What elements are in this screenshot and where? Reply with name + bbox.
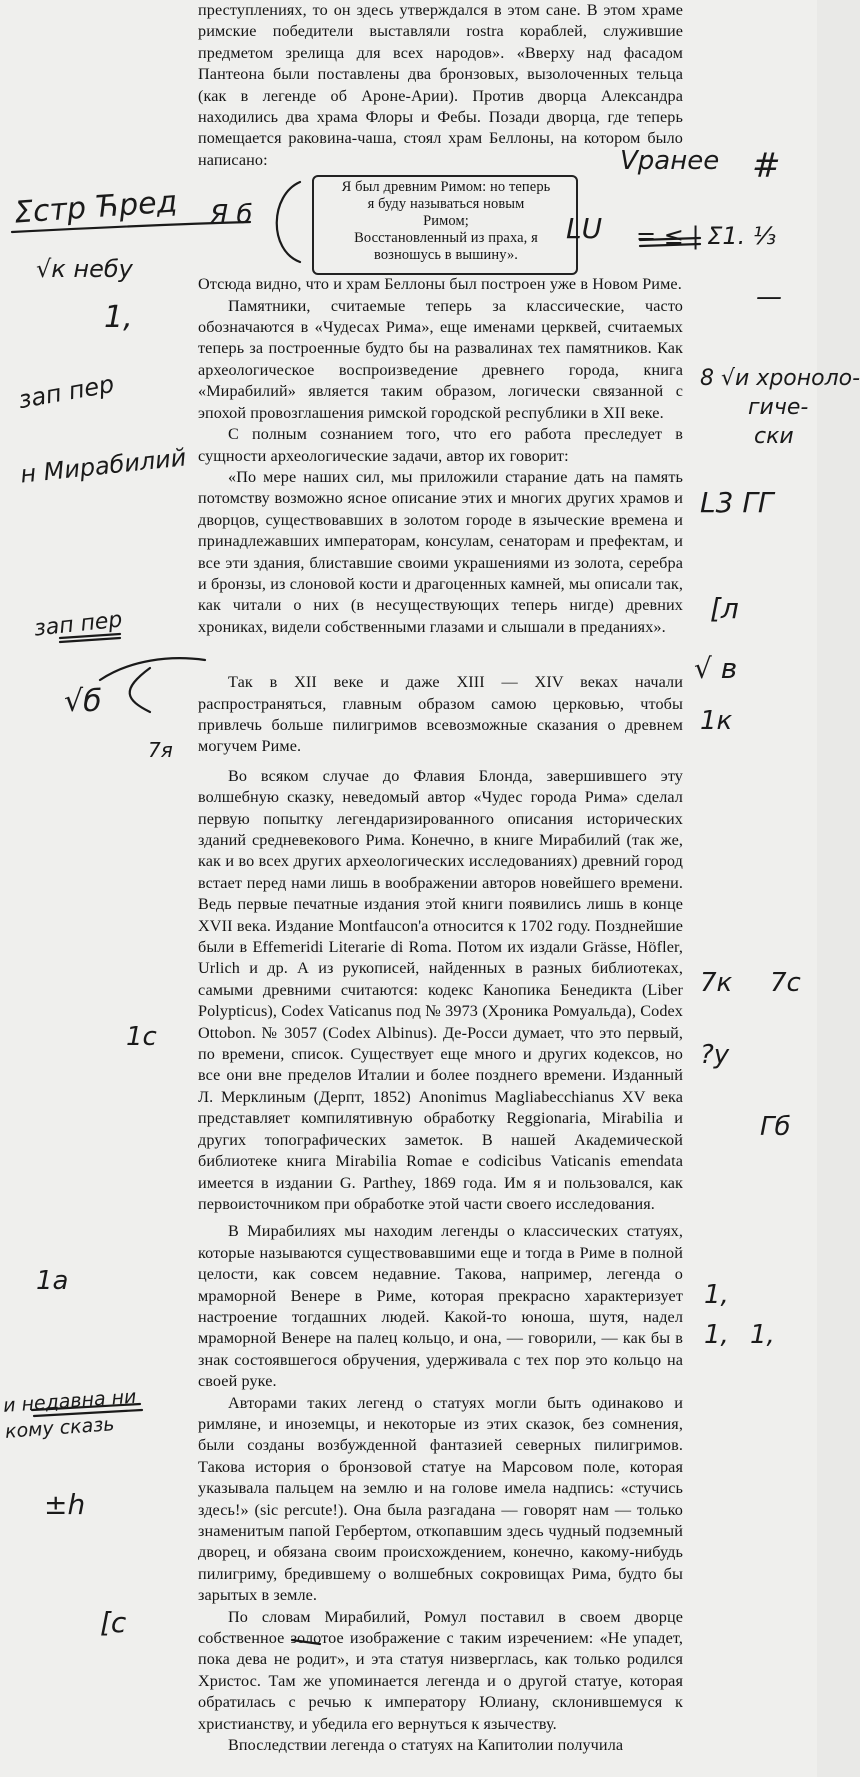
margin-note: 1к xyxy=(700,706,733,736)
paragraph: Авторами таких легенд о статуях могли быть одинаково и римляне, и иноземцы, и некоторые из этих сказок, без сомнения, были созданы возбужденной фантазией северных пилигримов. Такова история о бронзовой статуе на Марсовом поле, которая указывала пальцем на землю и на голове имела надпись: «стучись здесь!» (sic percute!). Она была разгадана — говорят нам — только знаменитым папой Гербертом, откопавшим здесь чудный подземный дворец, и обязана своим происхождением, конечно, какому-нибудь пилигриму, бредившему о волшебных сокровищах Рима, будто бы зарытых в земле. xyxy=(198,1393,683,1605)
paragraph: преступлениях, то он здесь утверждался в этом сане. В этом храме римские победители выставляли rostra кораблей, служившие предметом зрелища для всех народов». «Вверху над фасадом Пантеона были поставлены два бронзовых, вызолоченных тельца (как в легенде об Ароне-Арии). Против дворца Александра находились два храма Флоры и Фебы. Позади дворца, где теперь помещается раковина-чаша, стоял храм Беллоны, на котором было написано: xyxy=(198,1,683,169)
margin-note: Я б xyxy=(210,200,253,230)
margin-note: 7к xyxy=(700,968,733,998)
margin-note: √к небу xyxy=(36,255,133,283)
paragraph: С полным сознанием того, что его работа преследует в сущности археологические задачи, автор их говорит: xyxy=(198,425,683,465)
margin-note: 8 √и хроноло- xyxy=(700,366,860,391)
margin-note: 1, xyxy=(104,300,133,335)
handwritten-bracket xyxy=(312,175,578,275)
body-text xyxy=(198,0,683,1756)
margin-note: Γб xyxy=(760,1112,791,1142)
margin-note: [л xyxy=(710,592,739,625)
paragraph: Отсюда видно, что и храм Беллоны был построен уже в Новом Риме. xyxy=(198,275,682,294)
paragraph: «По мере наших сил, мы приложили старание дать на память потомству возможно ясное описание этих и многих других храмов и дворцов, существовавших в золотом городе в языческие времена и принадлежавших императорам, консулам, сенаторам и префектам, и все эти здания, блиставшие своими украшениями из золота, серебра и бронзы, из слоновой кости и драгоценных камней, мы описали так, как читали о них (в несуществующих теперь нигде) древних хрониках, видели собственными глазами и слышали в преданиях». xyxy=(198,467,683,636)
margin-note: L3 ГГ xyxy=(700,486,774,519)
margin-note: ?у xyxy=(700,1040,730,1070)
poem-line: я буду называться новым xyxy=(367,196,525,213)
poem-line: Восстановленный из праха, я xyxy=(354,230,538,247)
inscription-poem xyxy=(326,179,566,264)
paragraph: В Мирабилиях мы находим легенды о классических статуях, которые называются существовавшими еще и тогда в Риме в полной целости, как совсем недавние. Такова, например, легенда о мраморной Венере в Риме, которая прекрасно характеризует настроение тогдашних людей. Какой-то юноша, шутя, надел мраморной Венере на палец кольцо, и она, — говорили, — как бы в знак состоявшегося обручения, удерживала с тех пор это кольцо на своей руке. xyxy=(198,1222,683,1391)
paragraph: Во всяком случае до Флавия Блонда, завершившего эту волшебную сказку, неведомый автор «Чудес города Рима» сделал первую попытку легендаризированного описания исторических зданий средневекового Рима. Конечно, в книге Мирабилий (так же, как и во всех других археологических исследованиях) древний город встает перед нами лишь в воображении авторов новейшего времени. Ведь первые печатные издания этой книги появились лишь в конце XVII века. Издание Montfaucon'a относится к 1702 году. Позднейшие были в Effemeridi Literarie di Roma. Потом их издали Grässe, Höfler, Urlich и др. А из рукописей, найденных в разных библиотеках, самыми древними считаются: кодекс Канопика Бенедикта (Liber Polypticus), Codex Vaticanus под № 3973 (Хроника Ромуальда), Codex Ottobon. № 3057 (Codex Albinus). Де-Росси думает, что это первый, по времени, список. Существует еще много и других кодексов, но все они вне пределов Италии и более позднего времени. Изданный Л. Мерклиным (Дерпт, 1852) Anonimus Magliabecchianus XV века представляет компилятивную обработку Reggionaria, Mirabilia и других топографических заметок. В нашей Академической библиотеке книга Mirabilia Romae e codicibus Vaticanis emendata имеется в издании G. Parthey, 1869 года. Им я и пользовался, как первоисточником при обработке этой части своего исследования. xyxy=(198,766,683,1213)
margin-note: и недавна ни кому сказь xyxy=(2,1385,138,1443)
paragraph: Впоследствии легенда о статуях на Капитолии получила xyxy=(228,1736,624,1755)
margin-note: н Мирабилий xyxy=(18,443,188,489)
stroke-bracket xyxy=(130,668,150,712)
paragraph: Памятники, считаемые теперь за классические, часто обозначаются в «Чудесах Рима», еще именами церквей, считаемых теперь за построенные будто бы на развалинах тех памятников. Как археологическое воспроизведение древнего города, книга «Мирабилий» является таким образом, логически связанной с эпохой провозглашения римской городской республики в XII веке. xyxy=(198,296,683,422)
margin-note: ски xyxy=(754,424,794,449)
poem-line: Римом; xyxy=(423,213,469,230)
margin-note: [с xyxy=(100,1606,127,1639)
paragraph: Так в XII веке и даже XIII — XIV веках начали распространяться, главным образом самою церковью, чтобы привлечь больше пилигримов всевозможные сказания о древнем могучем Риме. xyxy=(198,673,683,756)
margin-note: √б xyxy=(64,684,102,719)
margin-note: Vранее xyxy=(620,146,720,176)
margin-note: √ в xyxy=(694,652,738,685)
margin-note: Σстр Ћред xyxy=(12,184,179,231)
margin-note: зап пер xyxy=(32,607,124,642)
stroke-swash xyxy=(100,658,205,680)
margin-note: = ≤ | Σ1. ⅓ xyxy=(636,222,777,250)
margin-note: зап пер xyxy=(16,369,117,415)
margin-note: 1c xyxy=(126,1022,157,1052)
paragraph: По словам Мирабилий, Ромул поставил в своем дворце собственное золотое изображение с таким изречением: «Не упадет, пока дева не родит», и эта статуя низверглась, как только родился Христос. Там же упоминается легенда и о другой статуе, которая обратилась с речью к императору Юлиану, склонившемуся к христианству, и убедила его вернуться к язычеству. xyxy=(198,1607,683,1733)
margin-note: 1, xyxy=(704,1280,729,1310)
margin-note: # xyxy=(752,146,781,186)
margin-note: 7я xyxy=(148,738,173,762)
margin-note: гиче- xyxy=(748,395,809,420)
margin-note: 1, xyxy=(704,1320,729,1350)
margin-note: ±h xyxy=(44,1488,86,1521)
poem-line: возношусь в вышину». xyxy=(373,247,519,264)
margin-note: — xyxy=(756,282,782,312)
margin-note: LU xyxy=(566,212,603,245)
margin-note: 1а xyxy=(36,1266,69,1296)
poem-line: Я был древним Римом: но теперь xyxy=(341,179,551,196)
margin-note: 1, xyxy=(750,1320,775,1350)
margin-note: 7c xyxy=(770,968,801,998)
